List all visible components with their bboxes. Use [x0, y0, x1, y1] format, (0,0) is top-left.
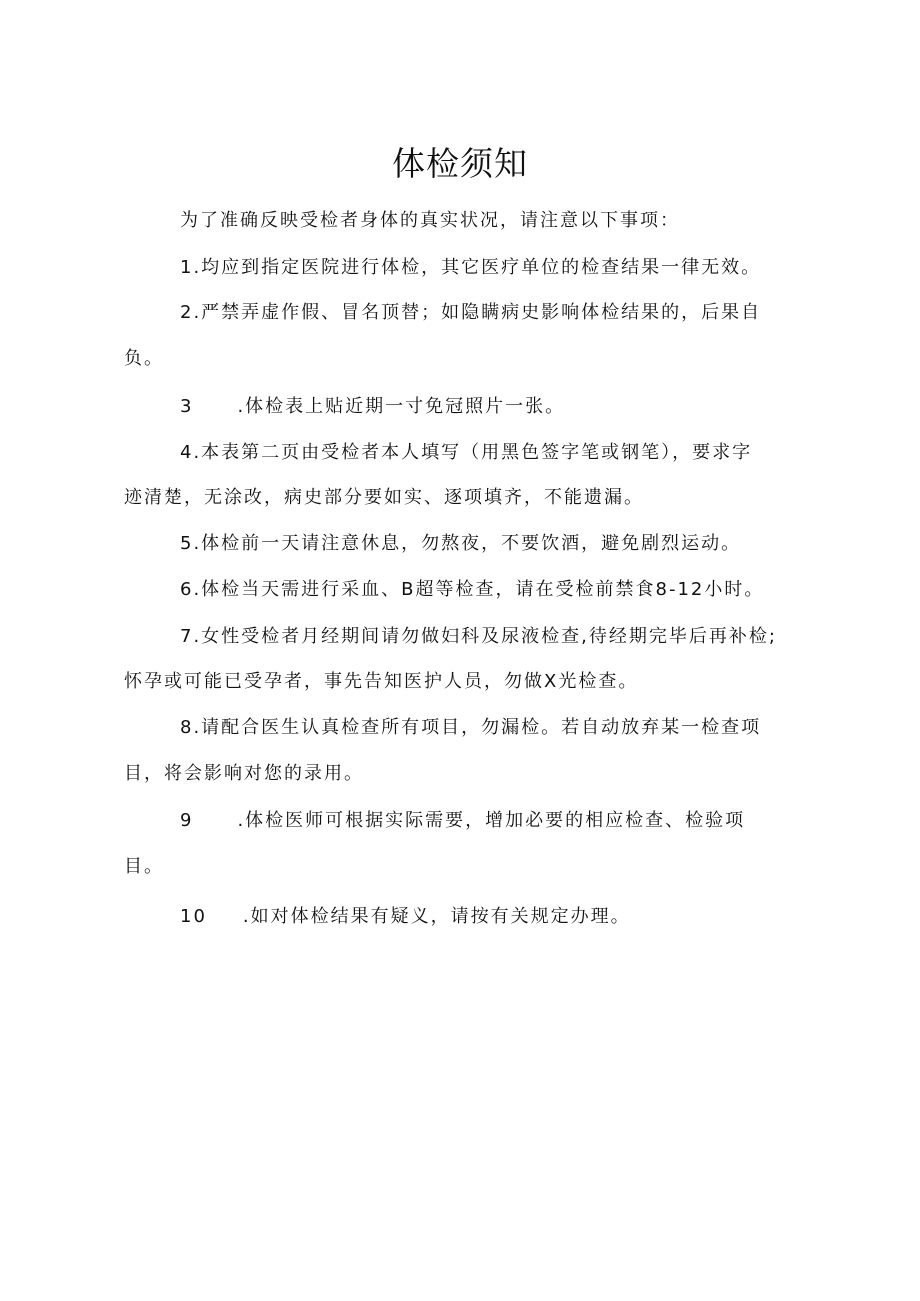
list-item-4: 4.本表第二页由受检者本人填写（用黑色签字笔或钢笔），要求字 [180, 442, 753, 463]
list-item-5: 5.体检前一天请注意休息，勿熬夜，不要饮酒，避免剧烈运动。 [180, 533, 742, 554]
list-item-9 [180, 808, 880, 834]
list-item-2: 2.严禁弄虚作假、冒名顶替；如隐瞒病史影响体检结果的，后果自 [180, 302, 762, 323]
list-item-8: 8.请配合医生认真检查所有项目，勿漏检。若自动放弃某一检查项 [180, 717, 762, 738]
list-item-3-text: .体检表上贴近期一寸免冠照片一张。 [237, 396, 566, 417]
list-item-4-continuation: 迹清楚，无涂改，病史部分要如实、逐项填齐，不能遗漏。 [124, 487, 644, 508]
list-item-7: 7.女性受检者月经期间请勿做妇科及尿液检查,待经期完毕后再补检; [180, 626, 777, 647]
list-item-8-continuation: 目，将会影响对您的录用。 [124, 763, 364, 784]
list-item-6: 6.体检当天需进行采血、B超等检查，请在受检前禁食8-12小时。 [180, 579, 765, 600]
page-title: 体检须知 [392, 144, 528, 183]
list-item-1: 1.均应到指定医院进行体检，其它医疗单位的检查结果一律无效。 [180, 257, 762, 278]
list-item-7-continuation: 怀孕或可能已受孕者，事先告知医护人员，勿做X光检查。 [124, 671, 639, 692]
list-item-2-continuation: 负。 [124, 348, 164, 369]
list-item-10-text: .如对体检结果有疑义，请按有关规定办理。 [242, 906, 631, 927]
list-item-9-continuation: 目。 [124, 856, 164, 877]
intro-paragraph: 为了准确反映受检者身体的真实状况，请注意以下事项： [180, 210, 680, 231]
list-item-3 [180, 394, 880, 420]
list-item-9-number: 9 [180, 810, 194, 831]
list-item-10 [180, 904, 880, 930]
list-item-10-number: 10 [180, 906, 207, 927]
list-item-3-number: 3 [180, 396, 194, 417]
list-item-9-text: .体检医师可根据实际需要，增加必要的相应检查、检验项 [237, 810, 746, 831]
